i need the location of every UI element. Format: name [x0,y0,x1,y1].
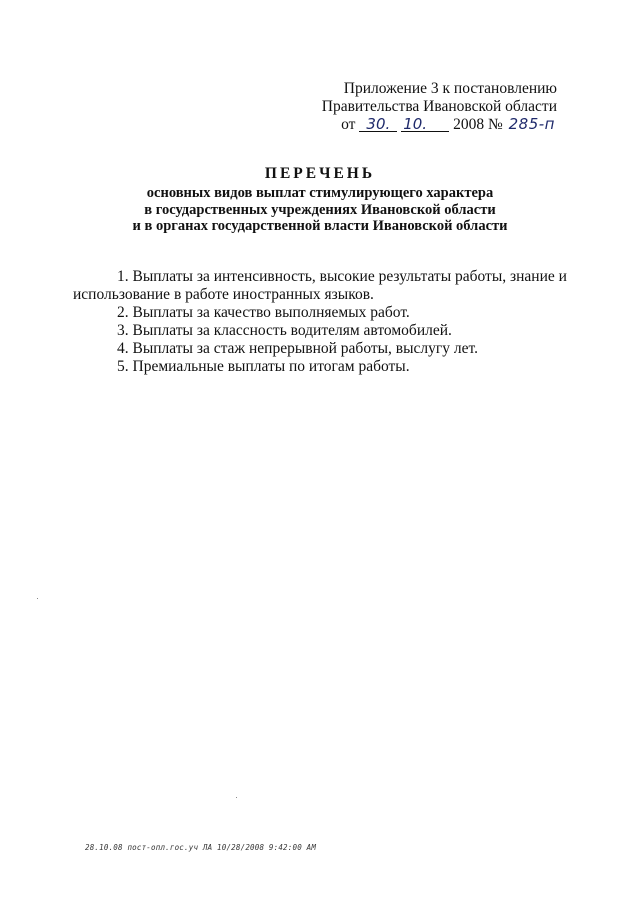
subtitle-line-2: в государственных учреждениях Ивановской области [144,201,496,218]
subtitle-line-1: основных видов выплат стимулирующего характера [146,185,494,201]
list-item: 4. Выплаты за стаж непрерывной работы, выслугу лет. [117,340,478,357]
handwritten-resolution-number: 285-п [508,115,555,133]
list-item: 1. Выплаты за интенсивность, высокие результаты работы, знание и использование в работе иностранных языков. [73,268,567,303]
file-footer: 28.10.08 пост-опл.гос.уч ЛА 10/28/2008 9:42:00 AM [85,843,317,852]
subtitle-line-3: и в органах государственной власти Ивановской области [132,218,508,234]
list-item: 3. Выплаты за классность водителям автомобилей. [117,322,452,339]
list-item: 5. Премиальные выплаты по итогам работы. [117,358,410,375]
date-year: 2008 [453,116,485,133]
handwritten-day: 30. [359,117,397,132]
handwritten-month: 10. [401,117,449,132]
document-title: ПЕРЕЧЕНЬ [264,165,376,182]
appendix-line-2: Правительства Ивановской области [321,98,557,115]
document-title-block [0,164,640,235]
appendix-line-1: Приложение 3 к постановлению [343,80,557,97]
number-sign: № [487,116,503,133]
scan-speck [236,797,237,798]
payments-list [73,268,583,376]
scan-speck [37,598,38,599]
date-prefix: от [341,116,356,133]
resolution-date-line [322,116,557,134]
list-item: 2. Выплаты за качество выполняемых работ. [117,304,410,321]
appendix-header [322,80,557,134]
